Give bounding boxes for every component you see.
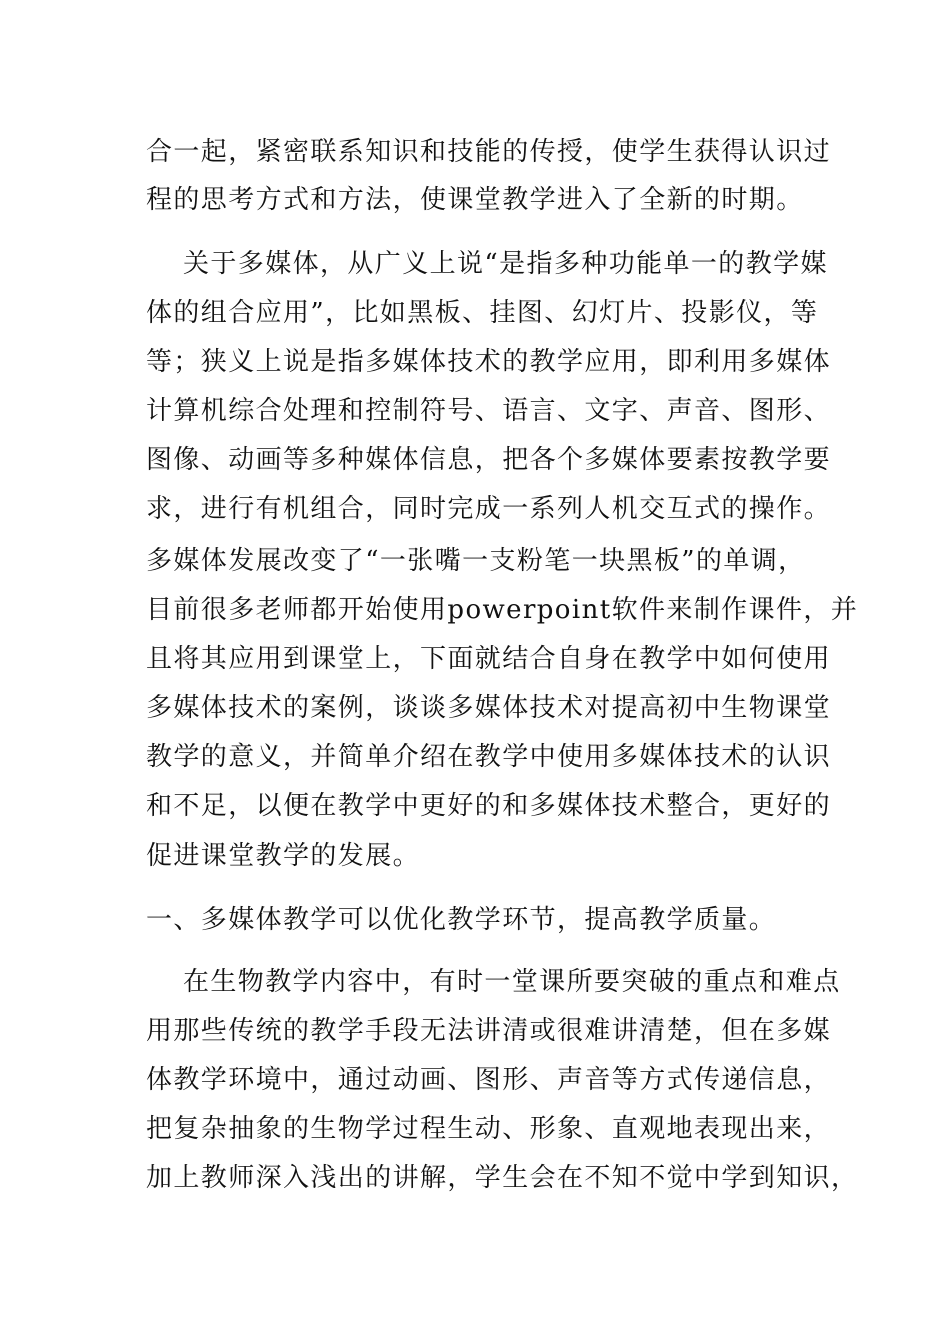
- paragraph-line: 计算机综合处理和控制符号、语言、文字、声音、图形、: [146, 396, 832, 426]
- paragraph-line: 促进课堂教学的发展。: [146, 841, 421, 871]
- paragraph-line: 在生物教学内容中，有时一堂课所要突破的重点和难点: [183, 967, 841, 997]
- paragraph-line: 程的思考方式和方法，使课堂教学进入了全新的时期。: [146, 185, 804, 215]
- paragraph-line: 图像、动画等多种媒体信息，把各个多媒体要素按教学要: [146, 445, 832, 475]
- paragraph-line: 教学的意义，并简单介绍在教学中使用多媒体技术的认识: [146, 742, 832, 772]
- paragraph-line: 等；狭义上说是指多媒体技术的教学应用，即利用多媒体: [146, 347, 832, 377]
- paragraph-line: 加上教师深入浅出的讲解，学生会在不知不觉中学到知识，: [146, 1163, 859, 1193]
- paragraph-line: 关于多媒体，从广义上说“是指多种功能单一的教学媒: [183, 249, 828, 279]
- paragraph-line: 体的组合应用”，比如黑板、挂图、幻灯片、投影仪，等: [146, 298, 819, 328]
- paragraph-line: 且将其应用到课堂上，下面就结合自身在教学中如何使用: [146, 644, 832, 674]
- paragraph-line: 把复杂抽象的生物学过程生动、形象、直观地表现出来，: [146, 1114, 832, 1144]
- paragraph-line: 和不足，以便在教学中更好的和多媒体技术整合，更好的: [146, 791, 832, 821]
- paragraph-line: 合一起，紧密联系知识和技能的传授，使学生获得认识过: [146, 137, 832, 167]
- paragraph-line: 体教学环境中，通过动画、图形、声音等方式传递信息，: [146, 1065, 832, 1095]
- paragraph-line: 用那些传统的教学手段无法讲清或很难讲清楚，但在多媒: [146, 1016, 832, 1046]
- section-heading: 一、多媒体教学可以优化教学环节，提高教学质量。: [146, 905, 777, 935]
- paragraph-line: 多媒体技术的案例，谈谈多媒体技术对提高初中生物课堂: [146, 693, 832, 723]
- paragraph-line: 目前很多老师都开始使用powerpoint软件来制作课件，并: [146, 595, 859, 625]
- paragraph-line: 多媒体发展改变了“一张嘴一支粉笔一块黑板”的单调，: [146, 546, 806, 576]
- paragraph-line: 求，进行有机组合，同时完成一系列人机交互式的操作。: [146, 494, 832, 524]
